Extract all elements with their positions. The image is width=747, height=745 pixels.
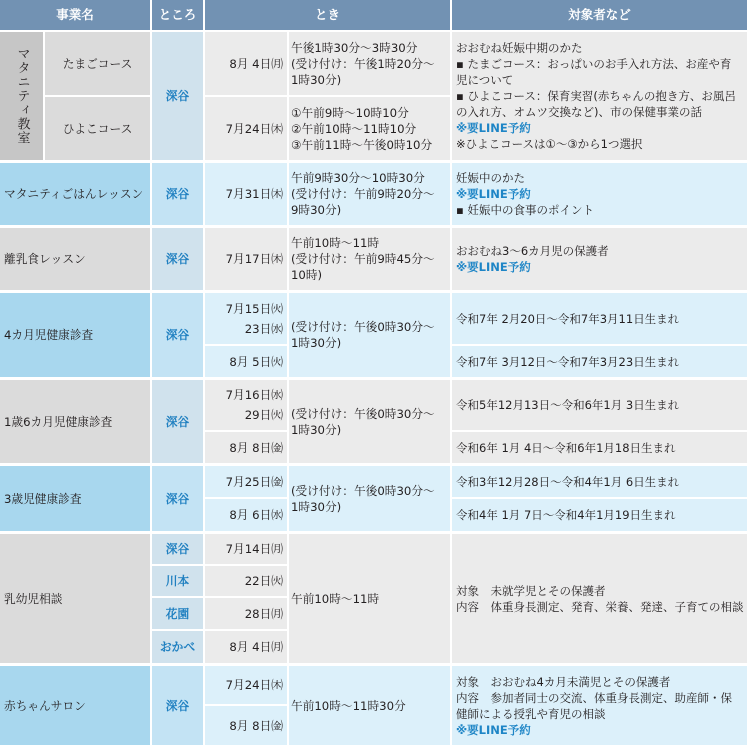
- time-line: (受け付け：午後0時30分～: [291, 406, 435, 421]
- time-infant-consultation: 午前10時～11時: [289, 534, 450, 663]
- program-name-18-month-checkup: 1歳6カ月児健康診査: [0, 380, 150, 463]
- time-line: 1時30分): [291, 422, 342, 437]
- date-tamago-course: 8月 4日㈪: [205, 32, 287, 95]
- dates-18-month-checkup-second: 8月 8日㈮: [205, 432, 287, 463]
- place-18-month-checkup: 深谷: [152, 380, 203, 463]
- program-name-3-year-checkup: 3歳児健康診査: [0, 466, 150, 531]
- eligibility-line: おおむね3～6カ月児の保護者: [456, 244, 609, 258]
- place-baby-salon: 深谷: [152, 666, 203, 745]
- time-line: 午前10時～11時: [291, 236, 380, 250]
- eligibility-3-year-checkup-second: 令和4年 1月 7日～令和4年1月19日生まれ: [452, 499, 747, 531]
- maternity-class-label: マタニティ教室: [14, 47, 30, 145]
- dates-4-month-checkup-second: 8月 5日㈫: [205, 346, 287, 377]
- program-name-4-month-checkup: 4カ月児健康診査: [0, 293, 150, 377]
- maternity-class-label-cell: [0, 32, 43, 160]
- eligibility-4-month-checkup-second: 令和7年 3月12日～令和7年3月23日生まれ: [452, 346, 747, 377]
- eligibility-line: ※ひよこコースは①～③から1つ選択: [456, 137, 643, 151]
- eligibility-line: 児について: [456, 73, 514, 87]
- eligibility-maternity-meal-lesson: [452, 163, 747, 225]
- time-line: ①午前9時～10時10分: [291, 105, 409, 120]
- date-infant-consultation-fukaya: 7月14日㈪: [205, 534, 287, 564]
- eligibility-line: 内容 体重身長測定、発育、栄養、発達、子育ての相談: [456, 599, 744, 614]
- time-line: 午後1時30分～3時30分: [291, 40, 418, 55]
- eligibility-line: ▪ ひよこコース：保育実習(赤ちゃんの抱き方、お風呂: [456, 89, 736, 103]
- time-line: ③午前11時～午後0時10分: [291, 137, 433, 152]
- course-name-hiyoko: ひよこコース: [45, 97, 150, 160]
- date-line: 23日㈬: [244, 321, 283, 336]
- date-3-year-checkup-second: 8月 6日㈬: [205, 499, 287, 531]
- course-name-tamago: たまごコース: [45, 32, 150, 95]
- eligibility-weaning-food-lesson: [452, 228, 747, 290]
- date-infant-consultation-kawamoto: 22日㈫: [205, 566, 287, 596]
- line-reservation-note: ※要LINE予約: [456, 260, 531, 274]
- time-baby-salon: 午前10時～11時30分: [289, 666, 450, 745]
- place-maternity-meal-lesson: 深谷: [152, 163, 203, 225]
- time-tamago-course: [289, 32, 450, 95]
- line-reservation-note: ※要LINE予約: [456, 722, 531, 737]
- time-line: 1時30分): [291, 72, 342, 87]
- eligibility-18-month-checkup-first: 令和5年12月13日～令和6年1月 3日生まれ: [452, 380, 747, 430]
- eligibility-line: の入れ方、オムツ交換など)、市の保健事業の話: [456, 105, 702, 119]
- date-baby-salon-second: 8月 8日㈮: [205, 706, 287, 745]
- time-line: 1時30分): [291, 336, 342, 350]
- line-reservation-note: ※要LINE予約: [456, 187, 531, 201]
- time-line: 1時30分): [291, 499, 342, 514]
- time-weaning-food-lesson: [289, 228, 450, 290]
- program-name-baby-salon: 赤ちゃんサロン: [0, 666, 150, 745]
- place-4-month-checkup: 深谷: [152, 293, 203, 377]
- date-weaning-food-lesson: 7月17日㈭: [205, 228, 287, 290]
- dates-18-month-checkup-first: [205, 380, 287, 430]
- line-reservation-note: ※要LINE予約: [456, 121, 531, 135]
- time-line: (受け付け：午前9時20分～: [291, 187, 435, 201]
- date-line: 7月15日㈫: [225, 301, 283, 316]
- date-maternity-meal-lesson: 7月31日㈭: [205, 163, 287, 225]
- eligibility-4-month-checkup-first: 令和7年 2月20日～令和7年3月11日生まれ: [452, 293, 747, 344]
- date-infant-consultation-okabe: 8月 4日㈪: [205, 631, 287, 663]
- header-program: 事業名: [0, 0, 150, 30]
- header-when: とき: [205, 0, 450, 30]
- eligibility-line: 対象 未就学児とその保護者: [456, 583, 606, 598]
- place-infant-consultation-kawamoto: 川本: [152, 566, 203, 596]
- eligibility-line: おおむね妊娠中期のかた: [456, 41, 583, 55]
- date-baby-salon-first: 7月24日㈭: [205, 666, 287, 704]
- eligibility-3-year-checkup-first: 令和3年12月28日～令和4年1月 6日生まれ: [452, 466, 747, 497]
- eligibility-line: ▪ 妊娠中の食事のポイント: [456, 203, 594, 217]
- date-3-year-checkup-first: 7月25日㈮: [205, 466, 287, 497]
- eligibility-maternity-class: [452, 32, 747, 160]
- eligibility-18-month-checkup-second: 令和6年 1月 4日～令和6年1月18日生まれ: [452, 432, 747, 463]
- place-maternity-class: 深谷: [152, 32, 203, 160]
- eligibility-line: 妊娠中のかた: [456, 171, 525, 185]
- eligibility-baby-salon: [452, 666, 747, 745]
- date-line: 7月16日㈬: [225, 388, 283, 402]
- date-infant-consultation-hanazono: 28日㈪: [205, 598, 287, 629]
- time-3-year-checkup: [289, 466, 450, 531]
- program-name-weaning-food-lesson: 離乳食レッスン: [0, 228, 150, 290]
- eligibility-line: 内容 参加者同士の交流、体重身長測定、助産師・保: [456, 690, 732, 705]
- time-18-month-checkup: [289, 380, 450, 463]
- header-place: ところ: [152, 0, 203, 30]
- place-weaning-food-lesson: 深谷: [152, 228, 203, 290]
- eligibility-infant-consultation: [452, 534, 747, 663]
- time-line: (受け付け：午後0時30分～: [291, 483, 435, 498]
- eligibility-line: 対象 おおむね4カ月未満児とその保護者: [456, 674, 671, 689]
- eligibility-line: ▪ たまごコース：おっぱいのお手入れ方法、お産や育: [456, 57, 732, 71]
- eligibility-line: 健師による授乳や育児の相談: [456, 706, 606, 721]
- date-line: 29日㈫: [244, 408, 283, 422]
- program-name-infant-consultation: 乳幼児相談: [0, 534, 150, 663]
- program-name-maternity-meal-lesson: マタニティごはんレッスン: [0, 163, 150, 225]
- time-line: (受け付け：午前9時45分～: [291, 252, 435, 266]
- time-line: (受け付け：午後1時20分～: [291, 56, 435, 71]
- time-line: 9時30分): [291, 203, 342, 217]
- date-hiyoko-course: 7月24日㈭: [205, 97, 287, 160]
- time-4-month-checkup: [289, 293, 450, 377]
- time-hiyoko-course: [289, 97, 450, 160]
- time-line: 10時): [291, 268, 323, 282]
- time-line: ②午前10時～11時10分: [291, 121, 417, 136]
- place-infant-consultation-fukaya: 深谷: [152, 534, 203, 564]
- header-eligibility: 対象者など: [452, 0, 747, 30]
- time-line: (受け付け：午後0時30分～: [291, 320, 435, 334]
- dates-4-month-checkup-first: [205, 293, 287, 344]
- time-maternity-meal-lesson: [289, 163, 450, 225]
- time-line: 午前9時30分～10時30分: [291, 171, 425, 185]
- place-infant-consultation-okabe: おかべ: [152, 631, 203, 663]
- place-infant-consultation-hanazono: 花園: [152, 598, 203, 629]
- place-3-year-checkup: 深谷: [152, 466, 203, 531]
